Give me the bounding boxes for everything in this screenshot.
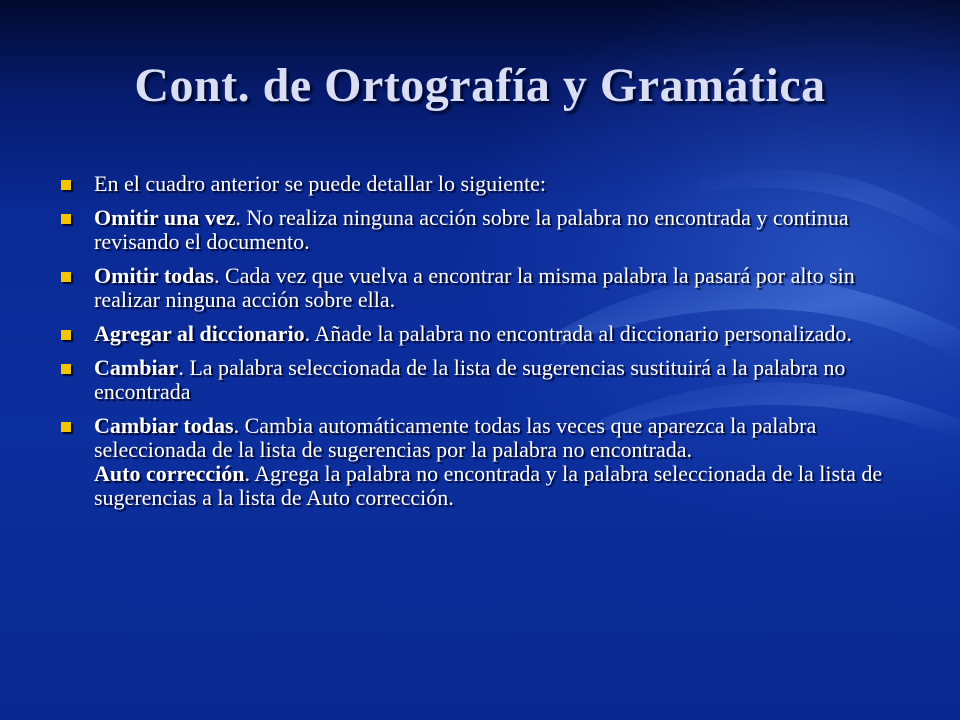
bullet-list xyxy=(60,172,902,520)
bullet-text: . No realiza ninguna acción sobre la palabra no encontrada y continua revisando el documento. xyxy=(94,205,849,254)
bullet-term: Cambiar xyxy=(94,355,179,380)
bullet-term: Auto corrección xyxy=(94,461,245,486)
square-bullet-icon xyxy=(61,180,71,190)
square-bullet-icon xyxy=(61,422,71,432)
bullet-text: . Cada vez que vuelva a encontrar la misma palabra la pasará por alto sin realizar ninguna acción sobre ella. xyxy=(94,263,855,312)
bullet-text: . Cambia automáticamente todas las veces que aparezca la palabra seleccionada de la lista de sugerencias por la palabra no encontrada. xyxy=(94,413,817,462)
bullet-text: . Agrega la palabra no encontrada y la palabra seleccionada de la lista de sugerencias a la lista de Auto corrección. xyxy=(94,461,883,510)
bullet-item xyxy=(60,356,902,404)
bullet-term: Cambiar todas xyxy=(94,413,234,438)
square-bullet-icon xyxy=(61,272,71,282)
square-bullet-icon xyxy=(61,364,71,374)
bullet-item xyxy=(60,414,902,510)
bullet-item xyxy=(60,264,902,312)
slide-title: Cont. de Ortografía y Gramática xyxy=(134,59,826,112)
bullet-item xyxy=(60,172,902,196)
square-bullet-icon xyxy=(61,214,71,224)
bullet-text: . La palabra seleccionada de la lista de sugerencias sustituirá a la palabra no encontrada xyxy=(94,355,846,404)
bullet-term: Omitir todas xyxy=(94,263,214,288)
bullet-term: Agregar al diccionario xyxy=(94,321,305,346)
bullet-item xyxy=(60,206,902,254)
bullet-text: . Añade la palabra no encontrada al diccionario personalizado. xyxy=(304,321,852,346)
bullet-continuation xyxy=(94,462,902,510)
bullet-text: En el cuadro anterior se puede detallar lo siguiente: xyxy=(94,171,547,196)
bullet-item xyxy=(60,322,902,346)
square-bullet-icon xyxy=(61,330,71,340)
bullet-term: Omitir una vez xyxy=(94,205,236,230)
